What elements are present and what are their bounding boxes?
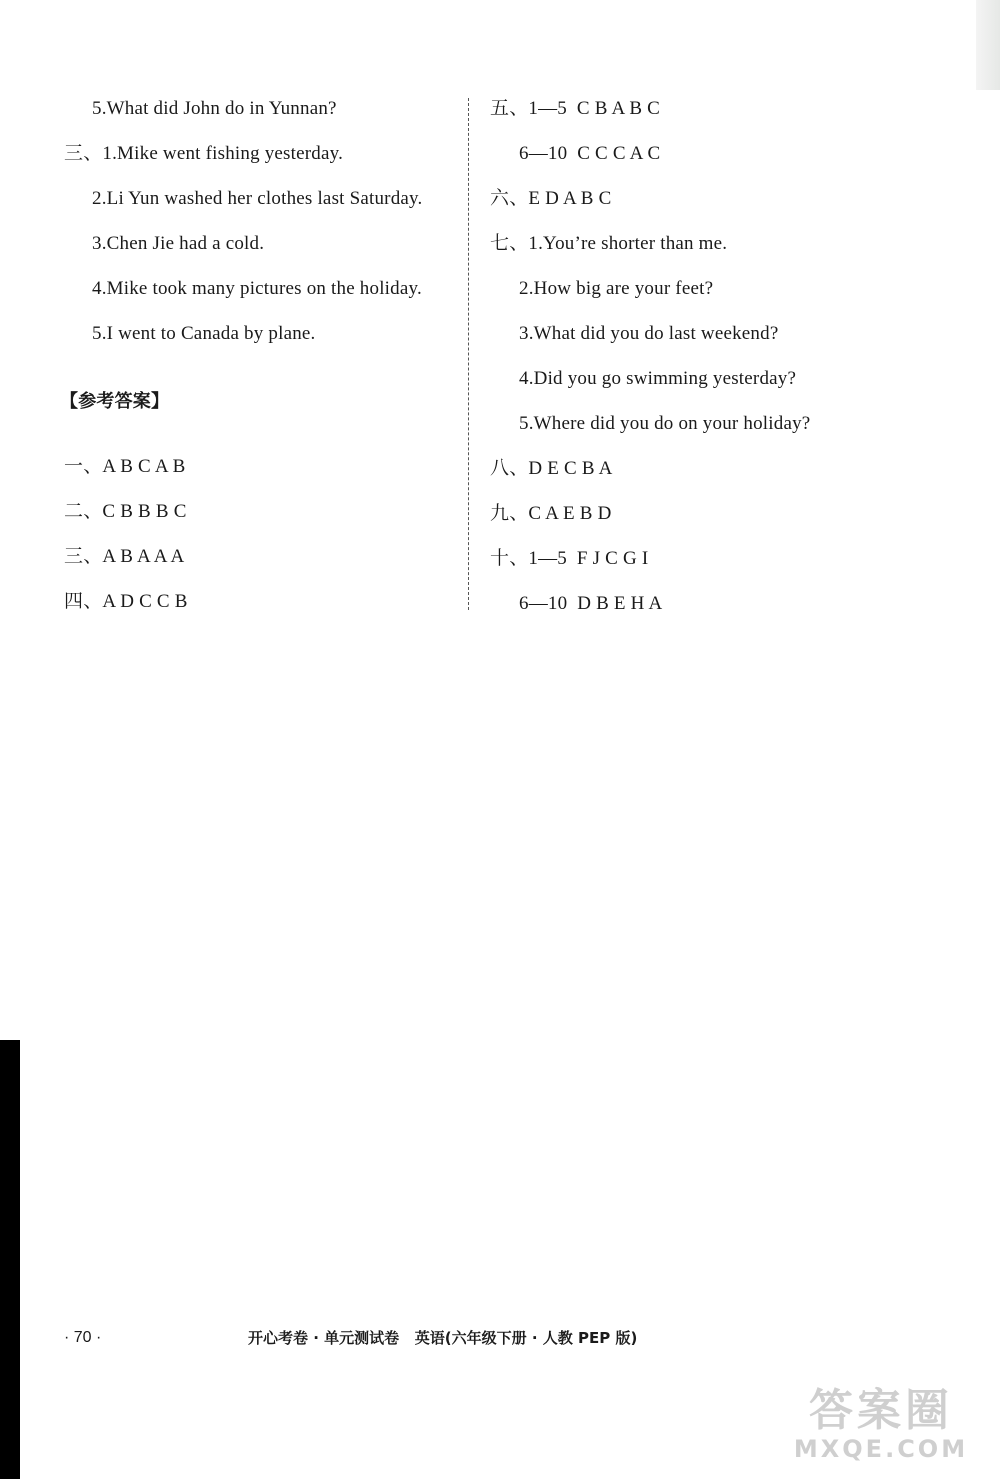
watermark-domain: MXQE.COM xyxy=(793,1435,969,1463)
answer-section-6: 六、E D A B C xyxy=(490,188,612,209)
book-title: 开心考卷 · 单元测试卷 英语(六年级下册 · 人教 PEP 版) xyxy=(248,1329,638,1347)
answer-section-3: 三、A B A A A xyxy=(64,546,185,567)
answer-section-2: 二、C B B B C xyxy=(64,501,187,522)
answer-section-7-item-5: 5.Where did you do on your holiday? xyxy=(519,413,811,434)
q3-item-1: 三、1.Mike went fishing yesterday. xyxy=(64,143,344,164)
answer-section-9: 九、C A E B D xyxy=(490,503,612,524)
answer-section-7-item-1: 七、1.You’re shorter than me. xyxy=(490,233,728,254)
answer-section-1: 一、A B C A B xyxy=(64,456,186,477)
answer-section-7-item-4: 4.Did you go swimming yesterday? xyxy=(519,368,797,389)
column-divider xyxy=(468,98,469,610)
q3-item-3: 3.Chen Jie had a cold. xyxy=(92,233,265,254)
answer-section-8: 八、D E C B A xyxy=(490,458,613,479)
answer-section-10b: 6—10 D B E H A xyxy=(519,593,663,614)
watermark-chinese: 答案圈 xyxy=(809,1385,953,1436)
answer-section-7-item-2: 2.How big are your feet? xyxy=(519,278,714,299)
q3-item-4: 4.Mike took many pictures on the holiday. xyxy=(92,278,422,299)
answer-section-10a: 十、1—5 F J C G I xyxy=(490,548,649,569)
answer-section-7-item-3: 3.What did you do last weekend? xyxy=(519,323,779,344)
q2-item-5: 5.What did John do in Yunnan? xyxy=(92,98,337,119)
watermark-logo xyxy=(776,1387,986,1467)
q3-item-2: 2.Li Yun washed her clothes last Saturday. xyxy=(92,188,423,209)
page-number: · 70 · xyxy=(64,1329,102,1346)
answer-section-5a: 五、1—5 C B A B C xyxy=(490,98,661,119)
scan-edge-shadow xyxy=(0,1040,20,1479)
scan-edge-mark xyxy=(976,0,1000,90)
answer-section-5b: 6—10 C C C A C xyxy=(519,143,661,164)
q3-item-5: 5.I went to Canada by plane. xyxy=(92,323,316,344)
answer-section-4: 四、A D C C B xyxy=(64,591,188,612)
answer-heading: 【参考答案】 xyxy=(60,391,170,412)
